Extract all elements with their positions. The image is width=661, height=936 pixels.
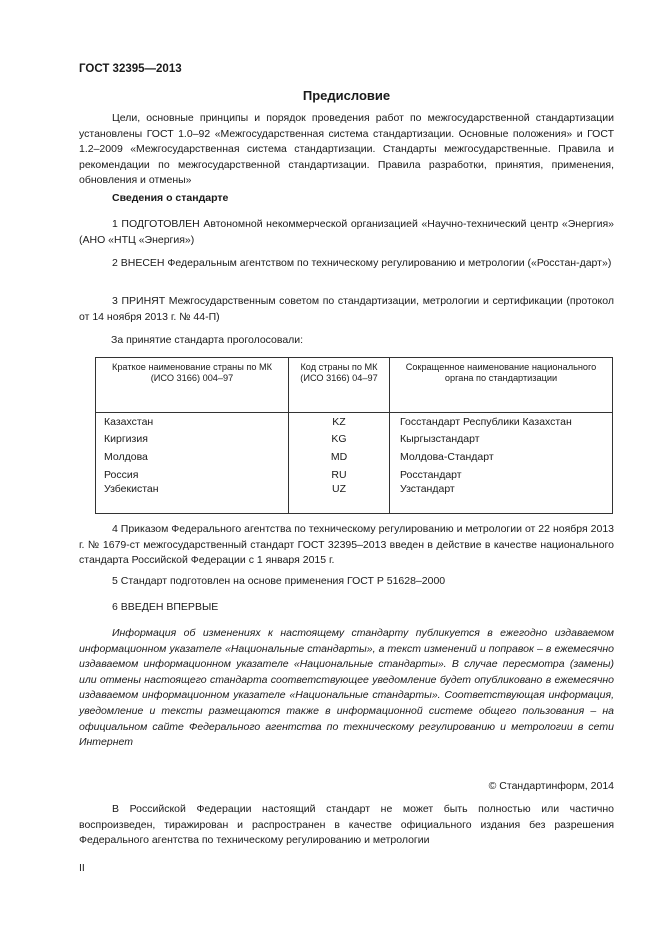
table-row [96,431,613,449]
rights-notice: В Российской Федерации настоящий стандарт не может быть полностью или частично воспроизведен, тиражирован и распространен в качестве официального издания без разрешения Федерального агентства по техническому регулированию и метрологии [79,803,614,847]
cell-country: Узбекистан [96,483,289,514]
changes-notice: Информация об изменениях к настоящему стандарту публикуется в ежегодно издаваемом информационном указателе «Национальные стандарты», а текст изменений и поправок – в ежемесячно издаваемом информационном указателе «Национальные стандарты». В случае пересмотра (замены) или отмены настоящего стандарта соответствующее уведомление будет опубликовано в ежемесячно издаваемом информационном указателе «Национальные стандарты». Соответствующая информация, уведомление и тексты размещаются также в информационной системе общего пользования – на официальном сайте Федерального агентства по техническому регулированию и метрологии в сети Интернет [79,627,614,749]
copyright-line: © Стандартинформ, 2014 [488,780,614,792]
votes-table [95,357,613,514]
page-title: Предисловие [302,88,391,103]
info-heading: Сведения о стандарте [112,192,229,204]
header-country-name: Краткое наименование страны по МК (ИСО 3166) 004–97 [96,358,289,413]
cell-code: MD [289,448,390,466]
cell-code: UZ [289,483,390,514]
cell-country: Казахстан [96,413,289,431]
item-6-first-introduced: 6 ВВЕДЕН ВПЕРВЫЕ [112,601,219,613]
intro-paragraph: Цели, основные принципы и порядок проведения работ по межгосударственной стандартизации установлены ГОСТ 1.0–92 «Межгосударственная система стандартизации. Основные положения» и ГОСТ 1.2–2009 «Межгосударственная система стандартизации. Стандарты межгосударственные. Правила и рекомендации по межгосударственной стандартизации. Правила разработки, принятия, применения, обновления и отмены» [79,112,614,187]
cell-code: KG [289,431,390,449]
table-row [96,466,613,484]
cell-country: Киргизия [96,431,289,449]
item-4-order: 4 Приказом Федерального агентства по техническому регулированию и метрологии от 22 ноября 2013 г. № 1679-ст межгосударственный стандарт ГОСТ 32395–2013 введен в действие в качестве национального стандарта Российской Федерации с 1 января 2015 г. [79,523,614,567]
cell-code: RU [289,466,390,484]
cell-body: Кыргызстандарт [390,431,613,449]
header-national-body: Сокращенное наименование национального органа по стандартизации [390,358,613,413]
item-3-adopted: 3 ПРИНЯТ Межгосударственным советом по стандартизации, метрологии и сертификации (протокол от 14 ноября 2013 г. № 44-П) [79,295,614,323]
cell-code: KZ [289,413,390,431]
page-number: II [79,862,85,874]
cell-body: Госстандарт Республики Казахстан [390,413,613,431]
votes-intro: За принятие стандарта проголосовали: [111,334,304,346]
standard-code: ГОСТ 32395—2013 [79,63,182,75]
item-1-prepared: 1 ПОДГОТОВЛЕН Автономной некоммерческой организацией «Научно-технический центр «Энергия» (АНО «НТЦ «Энергия») [79,218,614,246]
cell-body: Молдова-Стандарт [390,448,613,466]
cell-country: Россия [96,466,289,484]
table-header-row [96,358,613,413]
cell-country: Молдова [96,448,289,466]
header-country-code: Код страны по МК (ИСО 3166) 04–97 [289,358,390,413]
item-5-basis: 5 Стандарт подготовлен на основе применения ГОСТ Р 51628–2000 [112,575,446,587]
item-2-introduced: 2 ВНЕСЕН Федеральным агентством по техническому регулированию и метрологии («Росстан-дарт») [112,257,612,269]
cell-body: Росстандарт [390,466,613,484]
table-row [96,483,613,514]
table-row [96,413,613,431]
table-row [96,448,613,466]
cell-body: Узстандарт [390,483,613,514]
